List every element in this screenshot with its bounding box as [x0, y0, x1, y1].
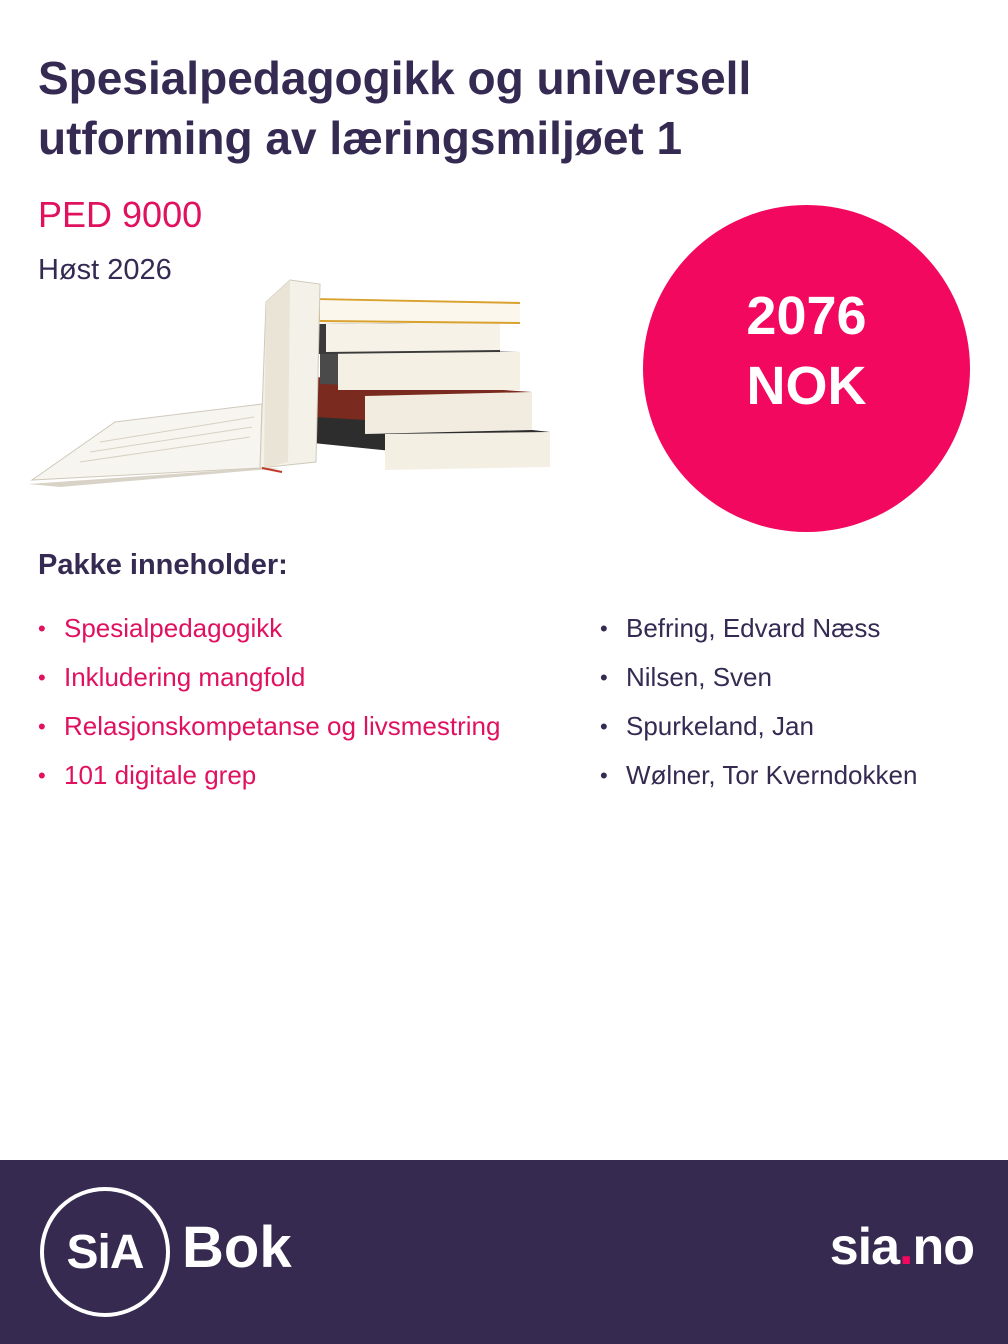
book-title: Inkludering mangfold	[64, 662, 306, 692]
package-heading: Pakke inneholder:	[38, 549, 288, 581]
price-amount: 2076	[746, 285, 867, 346]
footer-bar	[0, 1160, 1008, 1344]
book-title: 101 digitale grep	[64, 760, 257, 790]
list-item	[600, 702, 917, 751]
bullet-icon: •	[38, 616, 46, 641]
title-line-1: Spesialpedagogikk og universell	[38, 52, 752, 104]
list-item	[38, 751, 500, 800]
author-list	[600, 604, 917, 800]
list-item	[600, 653, 917, 702]
author-name: Befring, Edvard Næss	[626, 613, 881, 643]
bullet-icon: •	[38, 714, 46, 739]
site-part-1: sia	[829, 1218, 900, 1276]
author-name: Wølner, Tor Kverndokken	[626, 760, 918, 790]
book-title: Spesialpedagogikk	[64, 613, 283, 643]
list-item	[38, 653, 500, 702]
site-dot: .	[899, 1218, 913, 1276]
author-name: Nilsen, Sven	[626, 662, 772, 692]
course-code: PED 9000	[38, 194, 203, 235]
site-part-2: no	[912, 1218, 974, 1276]
page-title	[38, 48, 938, 168]
title-line-2: utforming av læringsmiljøet 1	[38, 112, 683, 164]
site-link[interactable]	[830, 1212, 974, 1282]
open-book	[28, 280, 320, 487]
bullet-icon: •	[600, 714, 608, 739]
bullet-icon: •	[600, 763, 608, 788]
sia-bok-logo	[40, 1187, 340, 1317]
price-badge	[643, 205, 970, 532]
books-illustration	[20, 272, 565, 492]
logo-text: Bok	[182, 1215, 292, 1280]
price-currency: NOK	[746, 355, 867, 416]
list-item	[600, 604, 917, 653]
bullet-icon: •	[38, 665, 46, 690]
bullet-icon: •	[600, 616, 608, 641]
author-name: Spurkeland, Jan	[626, 711, 814, 741]
logo-mark: SiA	[66, 1225, 144, 1279]
book-title: Relasjonskompetanse og livsmestring	[64, 711, 501, 741]
list-item	[38, 604, 500, 653]
semester-label: Høst 2026	[38, 254, 172, 286]
book-title-list	[38, 604, 500, 800]
logo-ring	[40, 1187, 170, 1317]
bullet-icon: •	[38, 763, 46, 788]
list-item	[600, 751, 917, 800]
book-stack	[303, 298, 550, 470]
list-item	[38, 702, 500, 751]
bullet-icon: •	[600, 665, 608, 690]
